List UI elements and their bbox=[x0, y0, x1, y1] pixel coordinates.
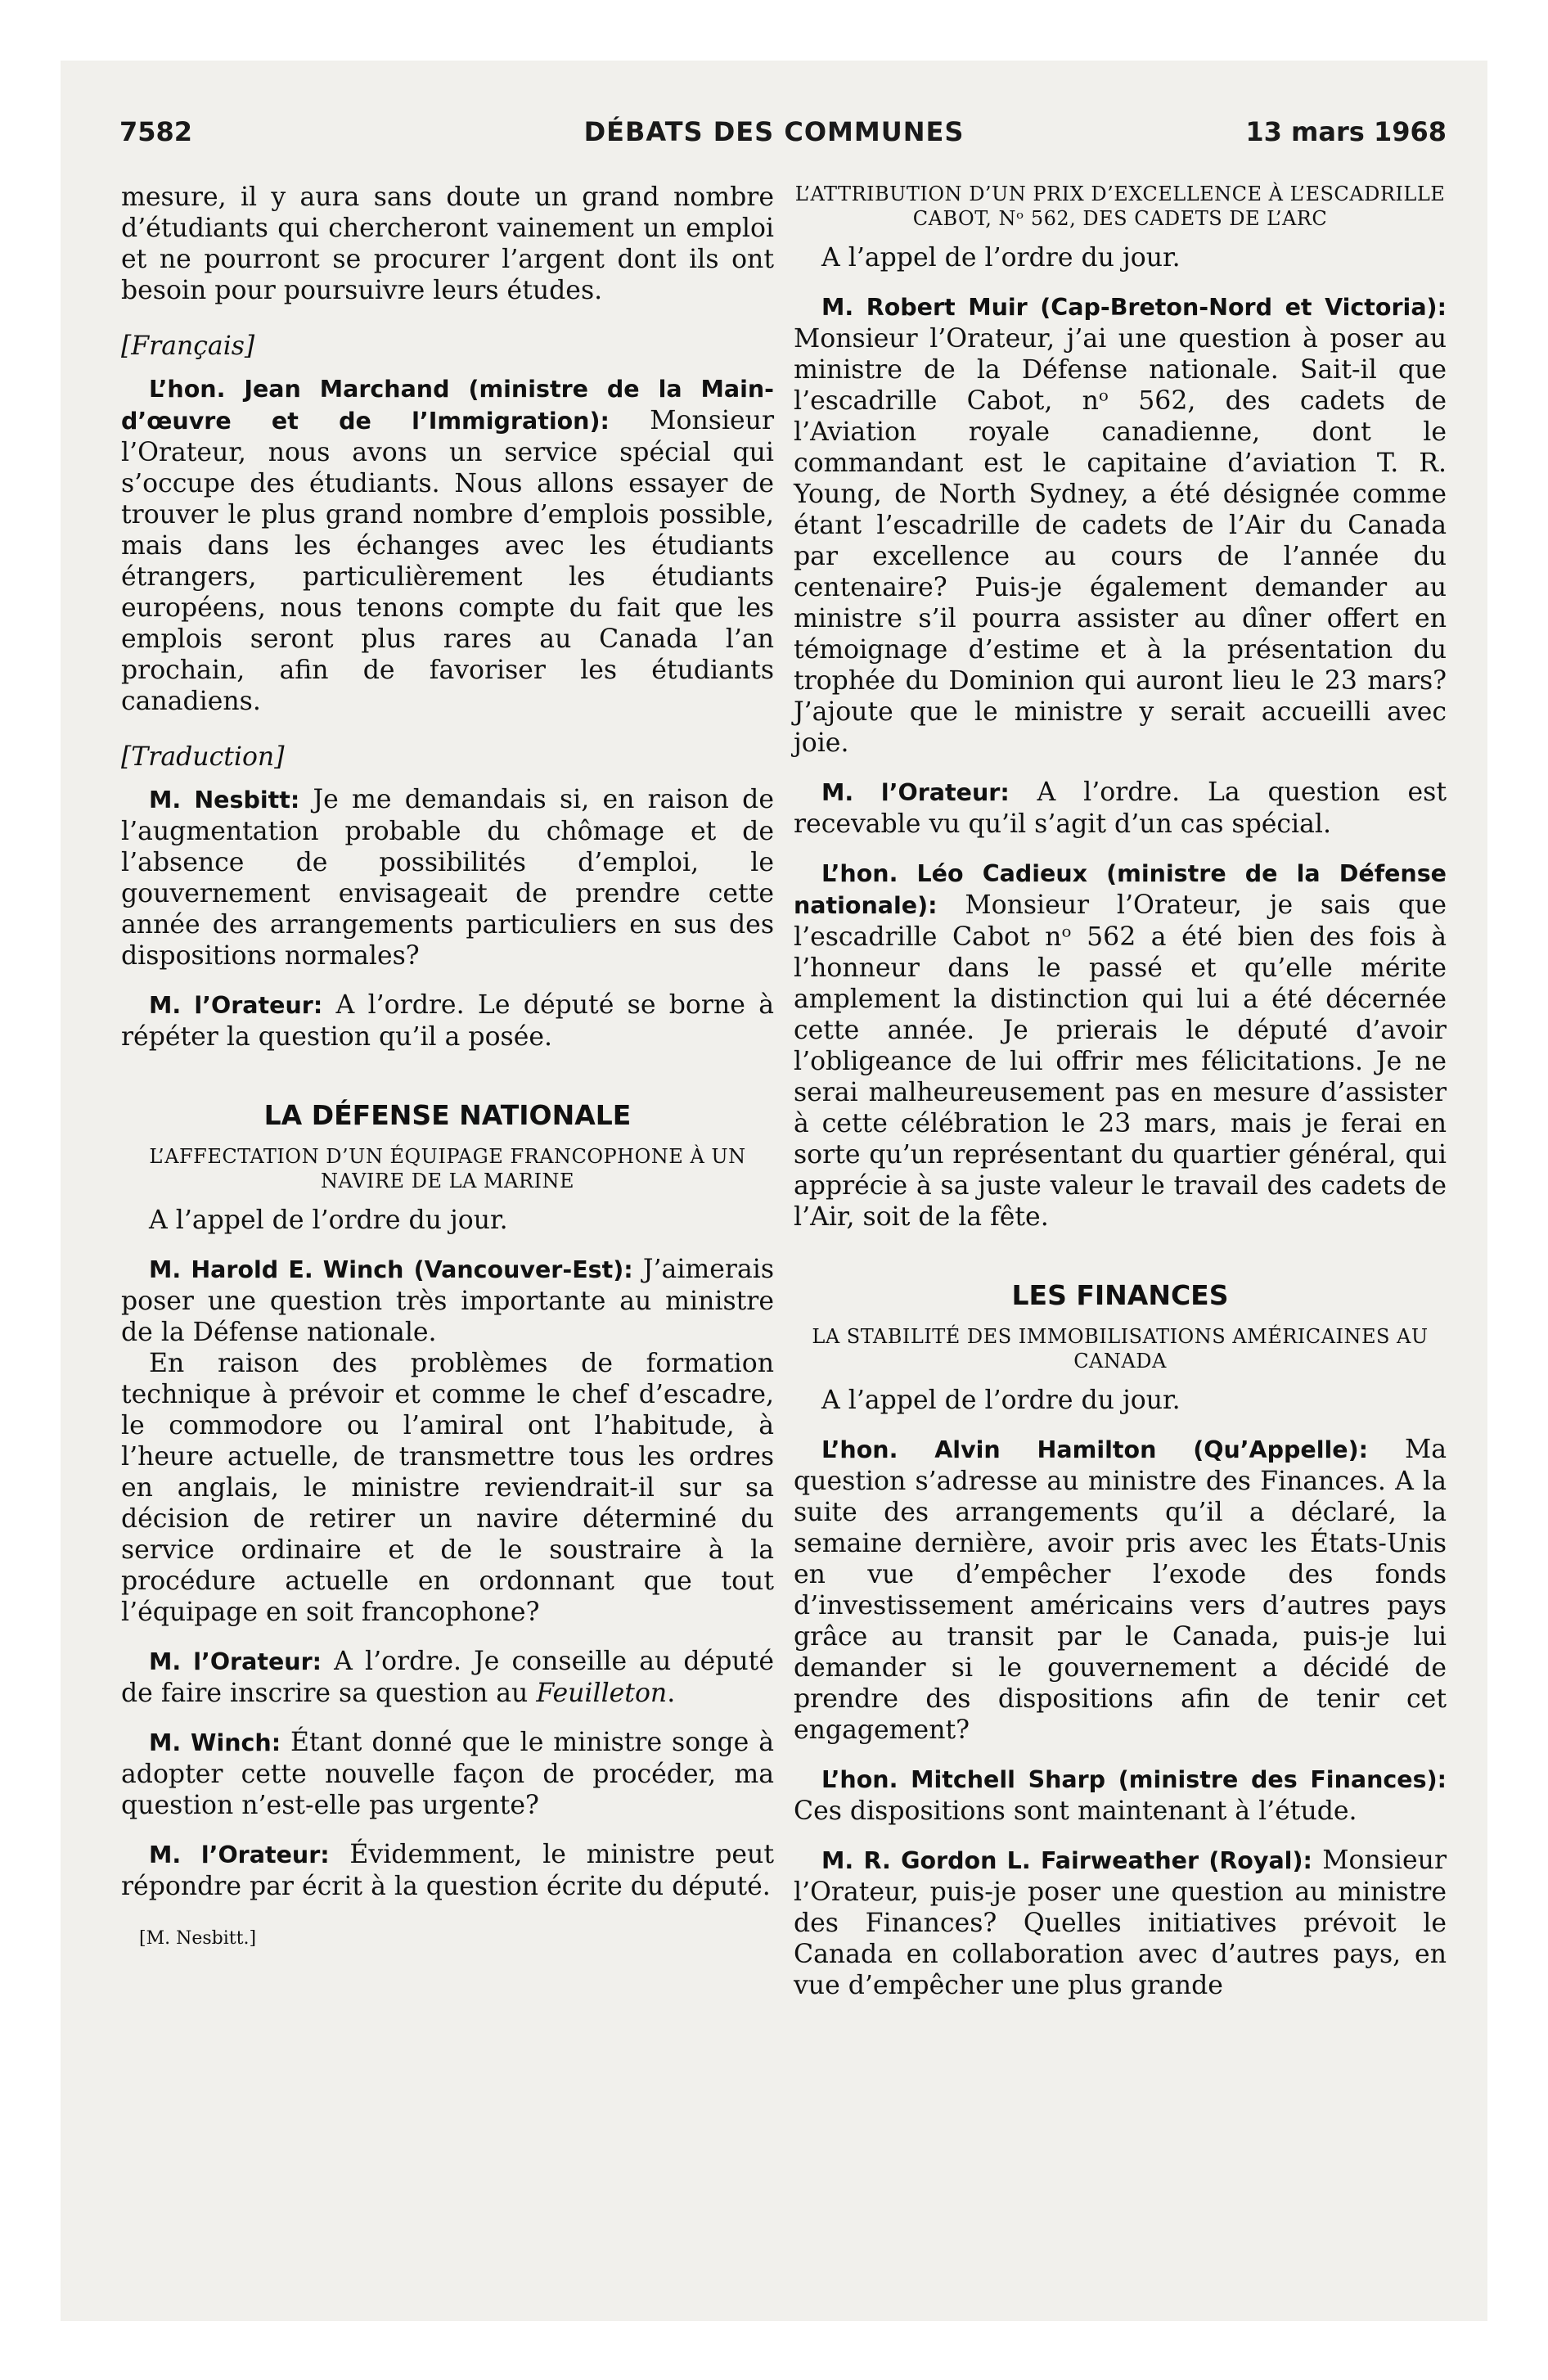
left-column bbox=[121, 182, 774, 1954]
paragraph: M. Harold E. Winch (Vancouver-Est): J’aimerais poser une question très importante au ministre de la Défense nationale. bbox=[121, 1255, 774, 1347]
paragraph: M. Nesbitt: Je me demandais si, en raison de l’augmentation probable du chômage et de l’absence de possibilités d’emploi, le gouvernement envisageait de prendre cette année des arrangements particuliers en sus des dispositions normales? bbox=[121, 785, 774, 971]
section-heading: LA DÉFENSE NATIONALE bbox=[263, 1099, 632, 1131]
paragraph: M. l’Orateur: A l’ordre. La question est recevable vu qu’il s’agit d’un cas spécial. bbox=[794, 778, 1447, 839]
paragraph: M. Robert Muir (Cap-Breton-Nord et Victoria): Monsieur l’Orateur, j’ai une question à poser au ministre de la Défense nationale. Sait-il que l’escadrille Cabot, nᵒ 562, des cadets de l’Aviation royale canadienne, dont le commandant est le capitaine d’aviation T. R. Young, de North Sydney, a été désignée comme étant l’escadrille de cadets de l’Air du Canada par excellence au cours de l’année du centenaire? Puis-je également demander au ministre s’il pourra assister au dîner offert en témoignage d’estime et à la présentation du trophée du Dominion qui auront lieu le 23 mars? J’ajoute que le ministre y serait accueilli avec joie. bbox=[794, 294, 1447, 758]
right-column bbox=[794, 182, 1447, 2001]
section-heading: LES FINANCES bbox=[1011, 1279, 1229, 1311]
speaker: M. Robert Muir (Cap-Breton-Nord et Victoria): bbox=[821, 294, 1447, 321]
speaker: M. Harold E. Winch (Vancouver-Est): bbox=[149, 1256, 633, 1283]
order-of-day: A l’appel de l’ordre du jour. bbox=[149, 1206, 508, 1235]
order-of-day: A l’appel de l’ordre du jour. bbox=[821, 243, 1181, 273]
paragraph: M. Winch: Étant donné que le ministre songe à adopter cette nouvelle façon de procéder, ma question n’est-elle pas urgente? bbox=[121, 1728, 774, 1820]
speaker: M. l’Orateur: bbox=[149, 1648, 322, 1675]
language-marker: [Français] bbox=[121, 331, 255, 361]
paragraph: M. l’Orateur: A l’ordre. Je conseille au député de faire inscrire sa question au Feuilleton. bbox=[121, 1647, 774, 1708]
paragraph: L’hon. Léo Cadieux (ministre de la Défense nationale): Monsieur l’Orateur, je sais que l’escadrille Cabot nᵒ 562 a été bien des fois à l’honneur dans le passé et qu’elle mérite amplement la distinction qui lui a été décernée cette année. Je prierais le député d’avoir l’obligeance de lui offrir mes félicitations. Je ne serai malheureusement pas en mesure d’assister à cette célébration le 23 mars, mais je ferai en sorte qu’un représentant du quartier général, qui apprécie à sa juste valeur le travail des cadets de l’Air, soit de la fête. bbox=[794, 860, 1447, 1232]
speaker: M. l’Orateur: bbox=[149, 1841, 330, 1868]
speaker: L’hon. Alvin Hamilton (Qu’Appelle): bbox=[821, 1436, 1369, 1463]
paragraph: M. R. Gordon L. Fairweather (Royal): Monsieur l’Orateur, puis-je poser une question au ministre des Finances? Quelles initiatives prévoit le Canada en collaboration avec d’autres pays, en vue d’empêcher une plus grande bbox=[794, 1846, 1447, 2000]
footer-attribution: [M. Nesbitt.] bbox=[139, 1928, 257, 1949]
paragraph: L’hon. Alvin Hamilton (Qu’Appelle): Ma question s’adresse au ministre des Finances. A la suite des arrangements qu’il a déclaré, la semaine dernière, avoir pris avec les États-Unis en vue d’empêcher l’exode des fonds d’investissement américains vers d’autres pays grâce au transit par le Canada, puis-je lui demander si le gouvernement a décidé de prendre des dispositions afin de tenir cet engagement? bbox=[794, 1435, 1447, 1745]
speaker: M. Nesbitt: bbox=[149, 787, 300, 814]
section-subheading: L’ATTRIBUTION D’UN PRIX D’EXCELLENCE À L’ESCADRILLE CABOT, Nᵒ 562, DES CADETS DE L’ARC bbox=[794, 183, 1446, 230]
paragraph: L’hon. Jean Marchand (ministre de la Main-d’œuvre et de l’Immigration): Monsieur l’Orateur, nous avons un service spécial qui s’occupe des étudiants. Nous allons essayer de trouver le plus grand nombre d’emplois possible, mais dans les échanges avec les étudiants étrangers, particulièrement les étudiants européens, nous tenons compte du fait que les emplois seront plus rares au Canada l’an prochain, afin de favoriser les étudiants canadiens. bbox=[121, 376, 774, 716]
paragraph: mesure, il y aura sans doute un grand nombre d’étudiants qui chercheront vainement un emploi et ne pourront se procurer l’argent dont ils ont besoin pour poursuivre leurs études. bbox=[121, 183, 774, 305]
speaker: L’hon. Léo Cadieux (ministre de la Défense nationale): bbox=[794, 860, 1447, 919]
page-date: 13 mars 1968 bbox=[1245, 116, 1447, 147]
paragraph: En raison des problèmes de formation technique à prévoir et comme le chef d’escadre, le commodore ou l’amiral ont l’habitude, à l’heure actuelle, de transmettre tous les ordres en anglais, le ministre reviendrait-il sur sa décision de retirer un navire déterminé du service ordinaire et de le soustraire à la procédure actuelle en ordonnant que tout l’équipage en soit francophone? bbox=[121, 1349, 774, 1627]
paragraph: L’hon. Mitchell Sharp (ministre des Finances): Ces dispositions sont maintenant à l’étude. bbox=[794, 1766, 1447, 1826]
page-title: DÉBATS DES COMMUNES bbox=[583, 116, 965, 147]
speaker: M. Winch: bbox=[149, 1729, 281, 1756]
speaker: M. R. Gordon L. Fairweather (Royal): bbox=[821, 1847, 1312, 1874]
paragraph: M. l’Orateur: Évidemment, le ministre peut répondre par écrit à la question écrite du député. bbox=[121, 1840, 775, 1901]
section-subheading: L’AFFECTATION D’UN ÉQUIPAGE FRANCOPHONE À UN NAVIRE DE LA MARINE bbox=[149, 1145, 746, 1192]
page-number: 7582 bbox=[119, 116, 193, 147]
section-subheading: LA STABILITÉ DES IMMOBILISATIONS AMÉRICAINES AU CANADA bbox=[812, 1325, 1429, 1373]
speaker: L’hon. Jean Marchand (ministre de la Main-d’œuvre et de l’Immigration): bbox=[121, 376, 774, 435]
order-of-day: A l’appel de l’ordre du jour. bbox=[821, 1386, 1181, 1415]
speaker: L’hon. Mitchell Sharp (ministre des Finances): bbox=[821, 1766, 1447, 1793]
language-marker: [Traduction] bbox=[121, 742, 285, 772]
speaker: M. l’Orateur: bbox=[149, 992, 323, 1019]
speaker: M. l’Orateur: bbox=[821, 779, 1010, 806]
paragraph: M. l’Orateur: A l’ordre. Le député se borne à répéter la question qu’il a posée. bbox=[121, 990, 774, 1052]
